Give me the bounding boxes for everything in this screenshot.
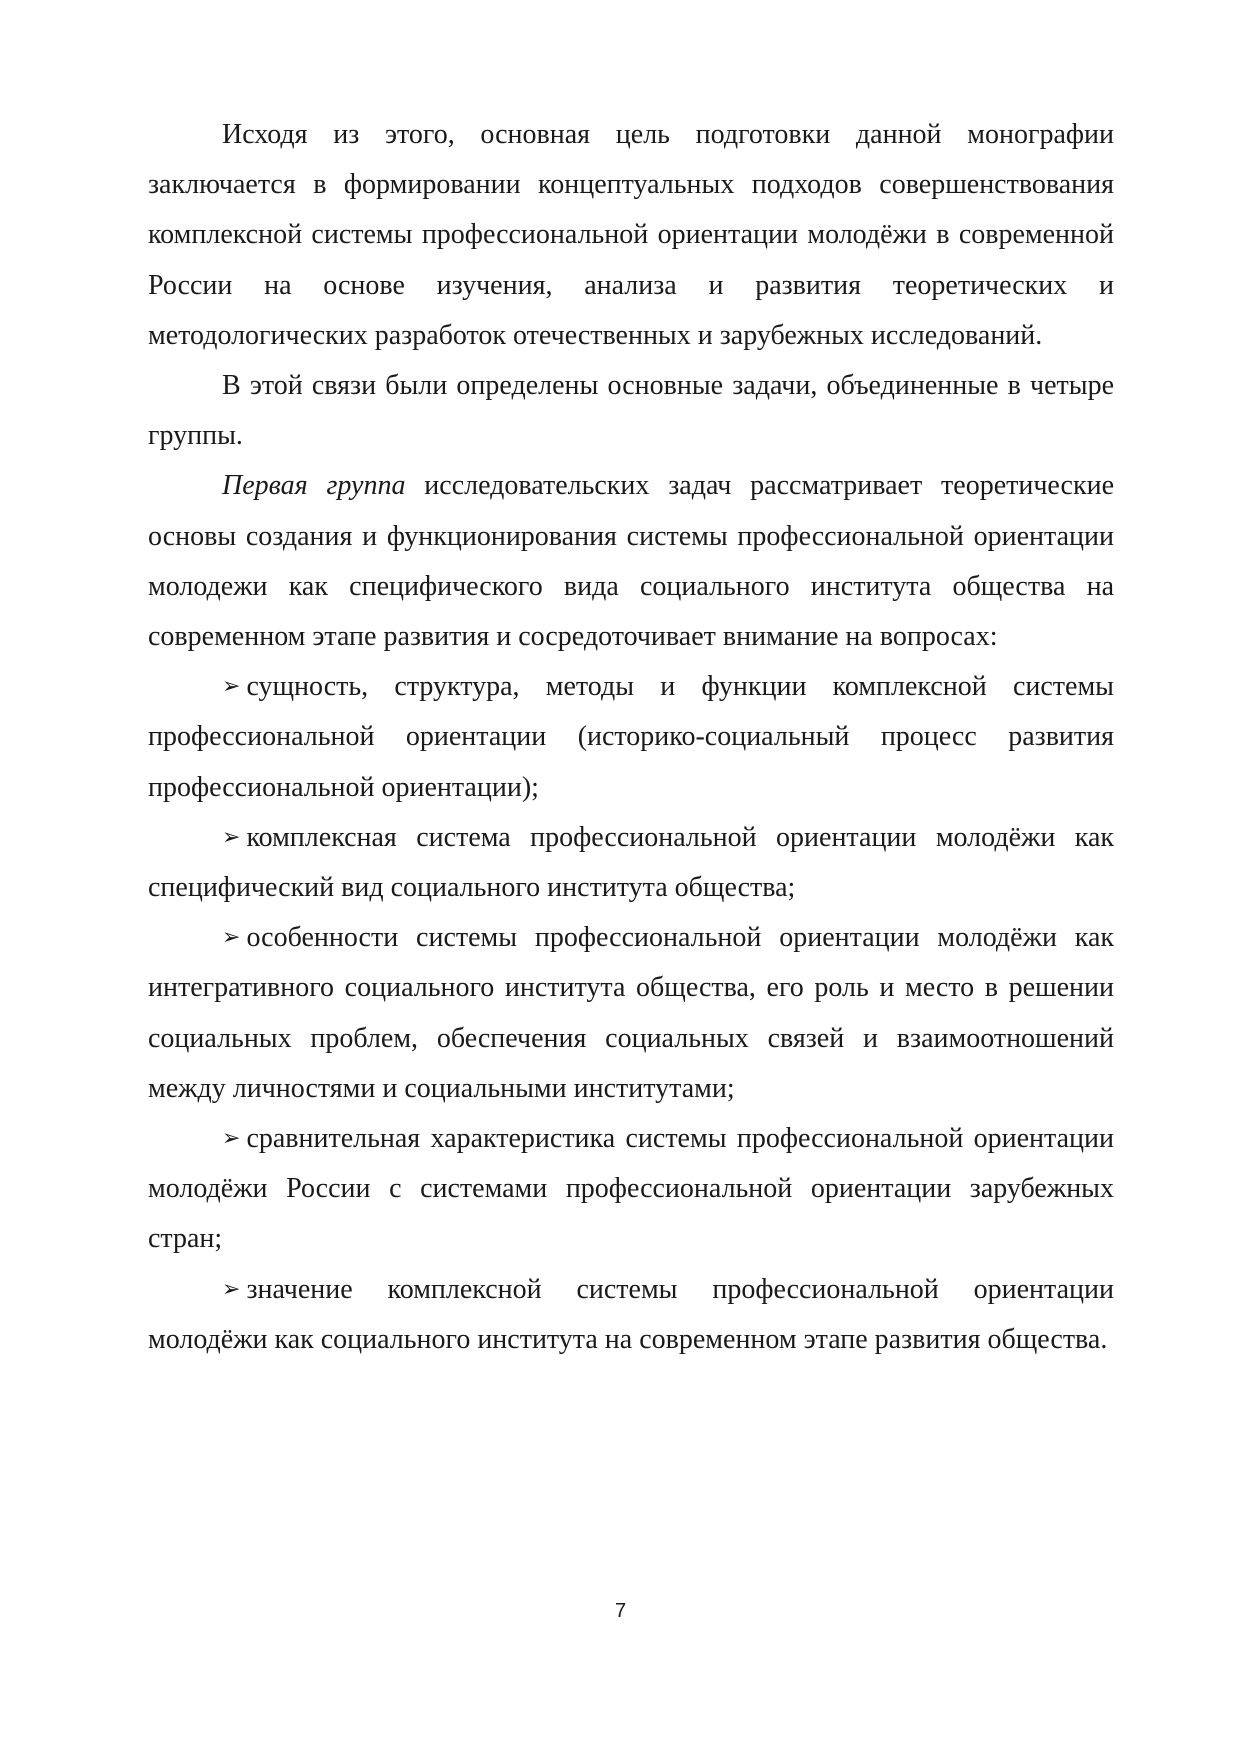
list-item	[148, 813, 1114, 913]
arrowhead-bullet-icon: ➢	[222, 1276, 241, 1302]
list-item	[148, 1114, 1114, 1265]
first-group-label: Первая группа	[222, 470, 406, 502]
paragraph-first-group	[148, 461, 1114, 662]
list-item	[148, 662, 1114, 813]
arrowhead-bullet-icon: ➢	[222, 1126, 241, 1152]
page-number: 7	[614, 1600, 627, 1622]
list-item	[148, 1265, 1114, 1365]
task-list	[148, 662, 1114, 1365]
arrowhead-bullet-icon: ➢	[222, 925, 241, 951]
list-item-text: значение комплексной системы профессиональной ориентации молодёжи как социального института на современном этапе развития общества.	[148, 1273, 1114, 1355]
list-item-text: сравнительная характеристика системы профессиональной ориентации молодёжи России с системами профессиональной ориентации зарубежных стран;	[148, 1123, 1114, 1255]
list-item-text: особенности системы профессиональной ориентации молодёжи как интегративного социального института общества, его роль и место в решении социальных проблем, обеспечения социальных связей и взаимоотношений между личностями и социальными институтами;	[148, 922, 1114, 1104]
body-text	[148, 110, 1114, 1365]
list-item-text: сущность, структура, методы и функции комплексной системы профессиональной ориентации (историко-социальный процесс развития профессиональной ориентации);	[148, 671, 1114, 803]
list-item	[148, 913, 1114, 1114]
list-item-text: комплексная система профессиональной ориентации молодёжи как специфический вид социального института общества;	[148, 821, 1114, 904]
paragraph-goal: Исходя из этого, основная цель подготовки данной монографии заключается в формировании концептуальных подходов совершенствования комплексной системы профессиональной ориентации молодёжи в современной России на основе изучения, анализа и развития теоретических и методологических разработок отечественных и зарубежных исследований.	[148, 119, 1114, 351]
arrowhead-bullet-icon: ➢	[222, 674, 241, 700]
paragraph-tasks-intro: В этой связи были определены основные задачи, объединенные в четыре группы.	[148, 370, 1114, 452]
arrowhead-bullet-icon: ➢	[222, 824, 241, 850]
first-group-text: исследовательских задач рассматривает теоретические основы создания и функционирования системы профессиональной ориентации молодежи как специфического вида социального института общества на современном этапе развития и сосредоточивает внимание на вопросах:	[148, 470, 1115, 653]
